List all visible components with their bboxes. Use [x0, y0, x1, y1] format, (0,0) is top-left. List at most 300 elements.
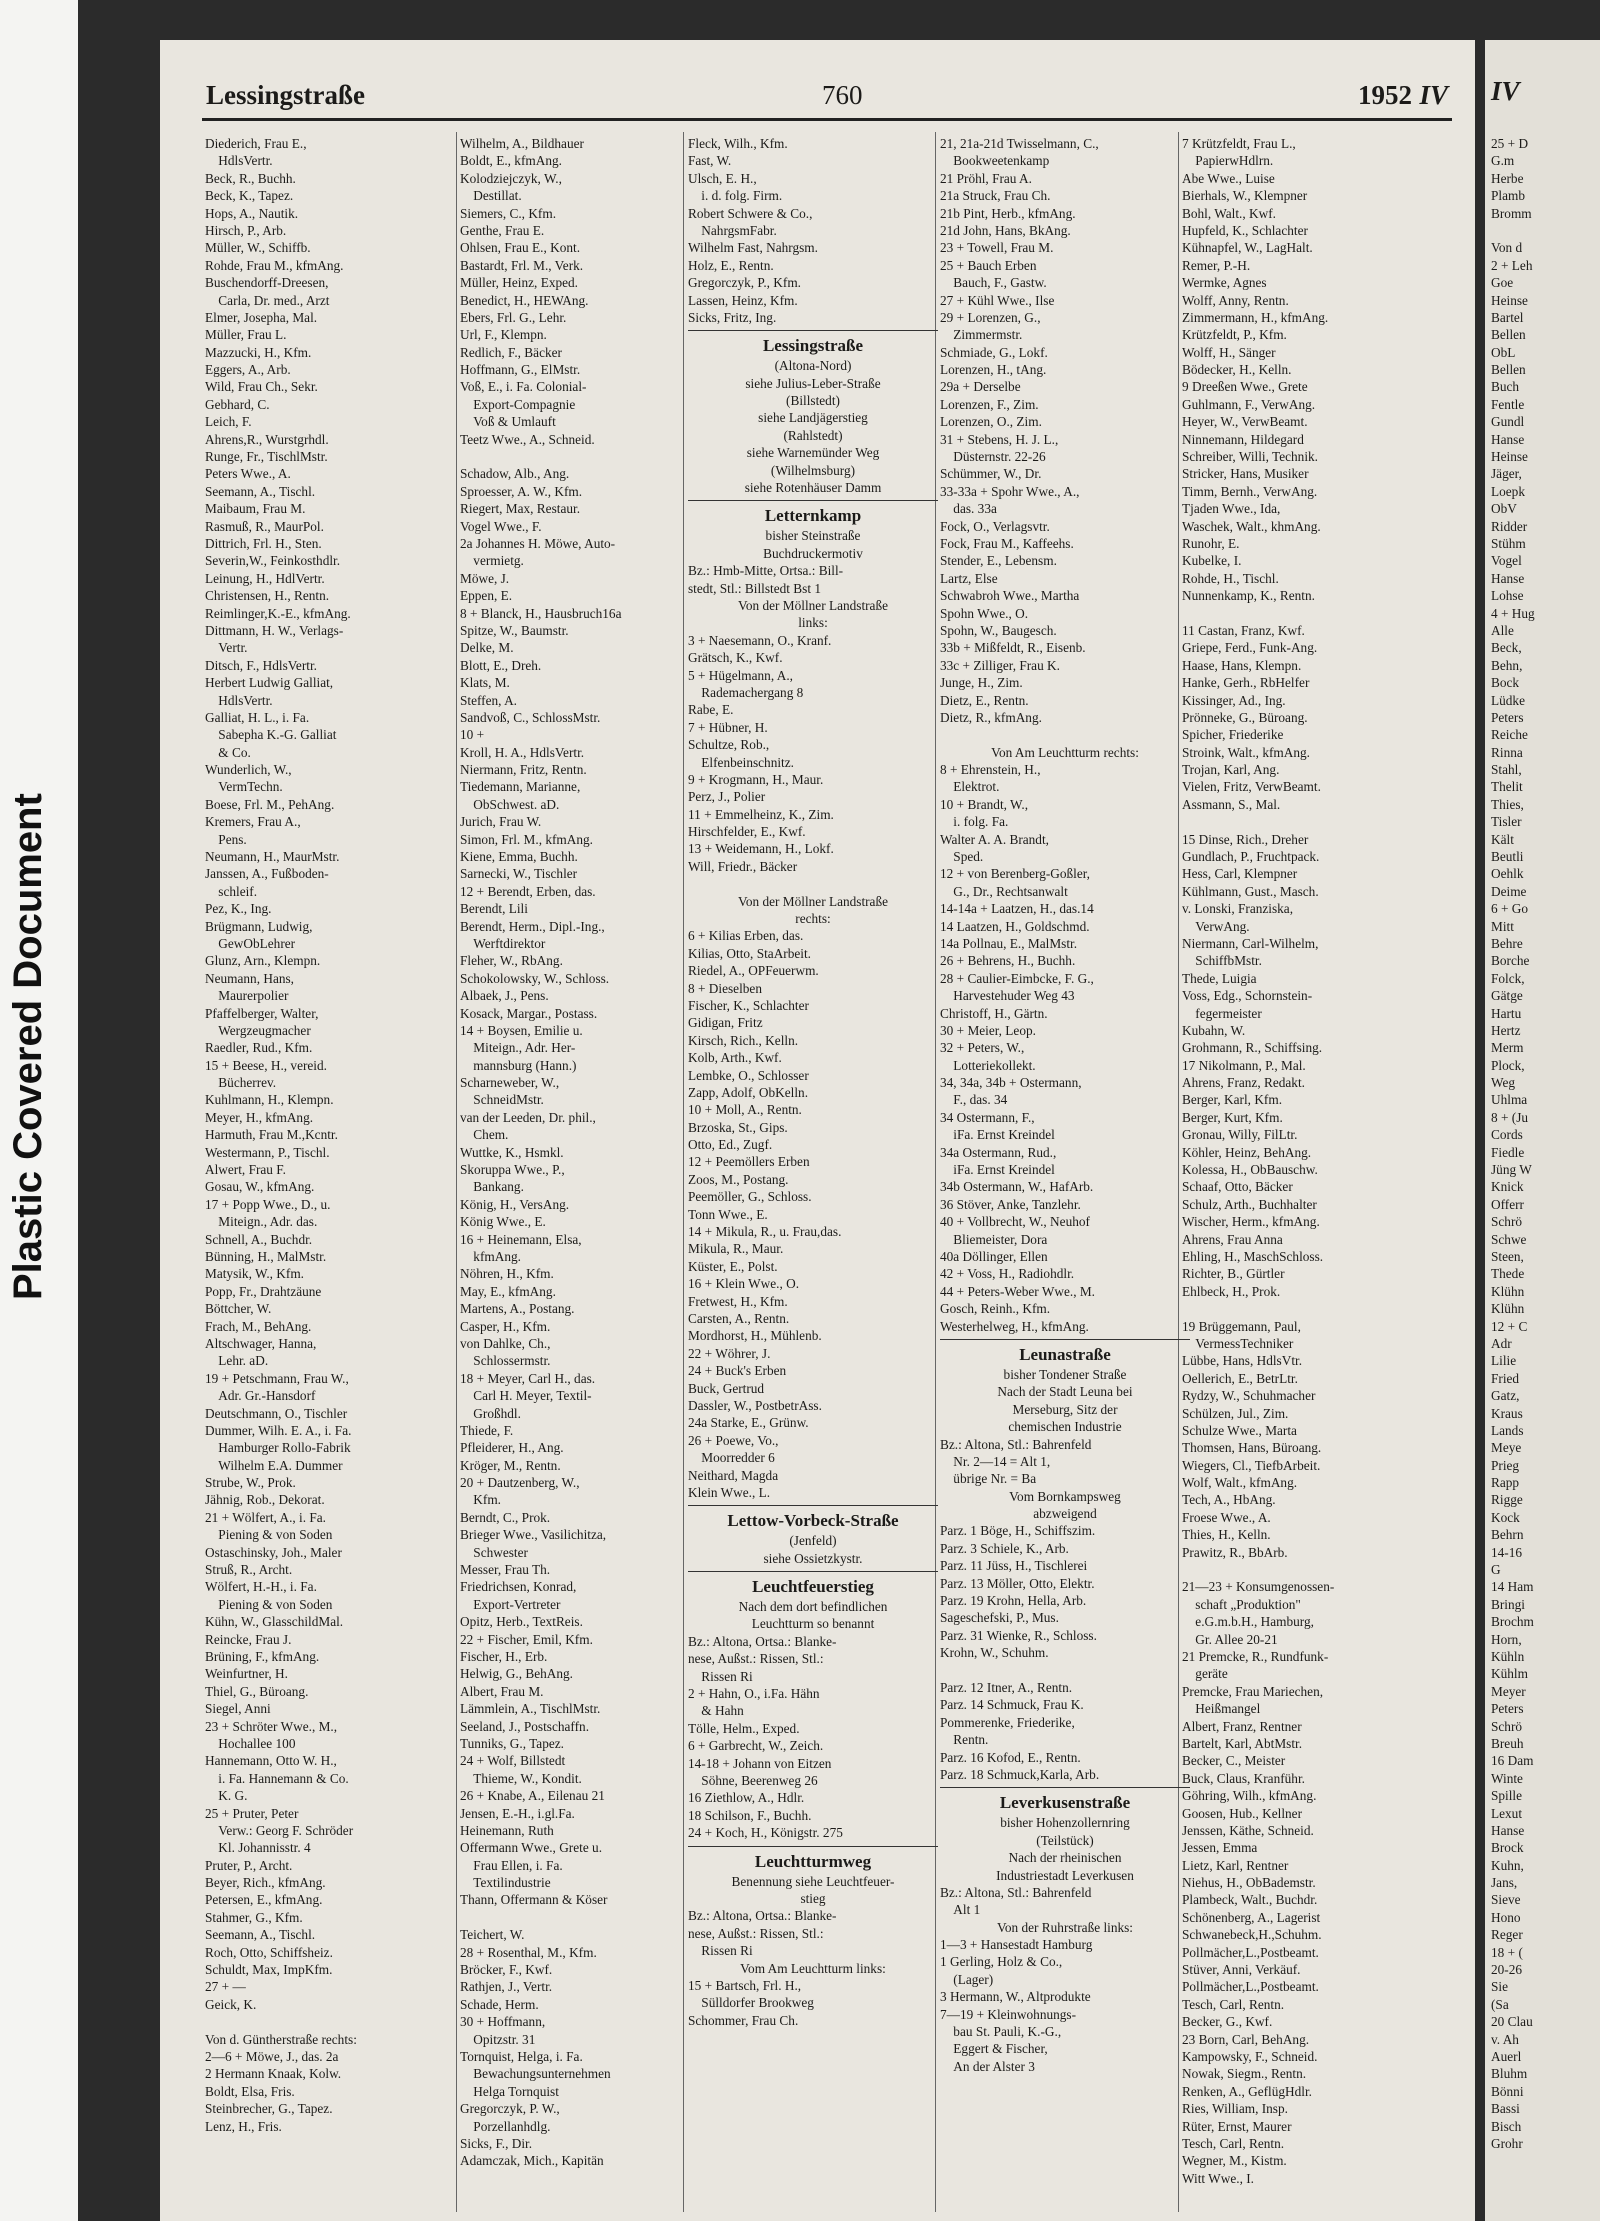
street-note: Vom Am Leuchtturm links: — [740, 1960, 886, 1976]
directory-entry: 14 Laatzen, H., Goldschmd. — [940, 918, 1090, 934]
directory-entry: Stüver, Anni, Verkäuf. — [1182, 1962, 1301, 1978]
street-note: Von der Ruhrstraße links: — [996, 1919, 1134, 1935]
street-note: chemischen Industrie — [1008, 1419, 1122, 1435]
directory-column-2 — [460, 135, 700, 2170]
directory-entry: Thede, Luigia — [1182, 970, 1257, 986]
directory-entry: Wolf, Walt., kfmAng. — [1182, 1475, 1298, 1491]
directory-entry: Schreiber, Willi, Technik. — [1182, 449, 1318, 465]
directory-entry: Beck, R., Buchh. — [205, 170, 296, 186]
directory-entry: 24 + Koch, H., Königstr. 275 — [688, 1825, 843, 1841]
directory-entry: Müller, W., Schiffb. — [205, 240, 311, 256]
adjacent-entry: Merm — [1491, 1040, 1524, 1056]
adjacent-entry: v. Ah — [1491, 2031, 1519, 2047]
directory-entry: Simon, Frl. M., kfmAng. — [460, 831, 593, 847]
adjacent-entry: Bellen — [1491, 327, 1526, 343]
directory-entry: 2 Hermann Knaak, Kolw. — [205, 2066, 342, 2082]
directory-entry: Kolessa, H., ObBauschw. — [1182, 1162, 1318, 1178]
directory-entry: 10 + Brandt, W., — [940, 796, 1029, 812]
directory-entry: Westermann, P., Tischl. — [205, 1144, 330, 1160]
edition-year: 1952 — [1358, 80, 1412, 110]
directory-entry: Rissen Ri — [688, 1668, 753, 1684]
directory-entry: Boldt, Elsa, Fris. — [205, 2083, 295, 2099]
street-note: Nach der rheinischen — [1008, 1850, 1122, 1866]
adjacent-entry: Hertz — [1491, 1022, 1521, 1038]
directory-entry: Brüning, F., kfmAng. — [205, 1648, 320, 1664]
directory-entry: Lartz, Else — [940, 570, 998, 586]
directory-entry: Parz. 14 Schmuck, Frau K. — [940, 1697, 1084, 1713]
directory-entry: Helga Tornquist — [460, 2083, 559, 2099]
adjacent-entry: G.m — [1491, 153, 1515, 169]
directory-entry: Delke, M. — [460, 640, 514, 656]
directory-entry: Niehus, H., ObBademstr. — [1182, 1875, 1316, 1891]
directory-entry: Pfleiderer, H., Ang. — [460, 1440, 564, 1456]
adjacent-entry: Beutli — [1491, 849, 1524, 865]
directory-entry: Bz.: Altona, Ortsa.: Blanke- — [688, 1908, 837, 1924]
directory-entry: Schadow, Alb., Ang. — [460, 466, 570, 482]
directory-entry: Schlossermstr. — [460, 1353, 551, 1369]
directory-entry: Kühnapfel, W., LagHalt. — [1182, 240, 1313, 256]
directory-entry: 26 + Poewe, Vo., — [688, 1432, 779, 1448]
directory-entry: Fleck, Wilh., Kfm. — [688, 136, 788, 151]
directory-entry: Struß, R., Archt. — [205, 1562, 293, 1578]
directory-entry: Friedrichsen, Konrad, — [460, 1579, 577, 1595]
directory-entry: 6 + Garbrecht, W., Zeich. — [688, 1738, 824, 1754]
directory-entry — [460, 448, 700, 465]
directory-entry: Petersen, E., kfmAng. — [205, 1892, 323, 1908]
directory-entry: PapierwHdlrn. — [1182, 153, 1274, 169]
directory-entry: Wuttke, K., Hsmkl. — [460, 1144, 564, 1160]
directory-entry: Offermann Wwe., Grete u. — [460, 1840, 603, 1856]
adjacent-entry: Schwe — [1491, 1231, 1527, 1247]
directory-entry — [940, 726, 1190, 743]
directory-entry: Tjaden Wwe., Ida, — [1182, 501, 1281, 517]
directory-entry: Christoff, H., Gärtn. — [940, 1005, 1048, 1021]
directory-entry: Voß, E., i. Fa. Colonial- — [460, 379, 587, 395]
directory-entry: Schmiade, G., Lokf. — [940, 344, 1048, 360]
adjacent-entry: Goe — [1491, 275, 1514, 291]
directory-entry: Parz. 3 Schiele, K., Arb. — [940, 1540, 1069, 1556]
adjacent-entry: Brochm — [1491, 1614, 1534, 1630]
directory-entry: Böttcher, W. — [205, 1301, 272, 1317]
directory-entry: 21 + Wölfert, A., i. Fa. — [205, 1509, 327, 1525]
street-heading: Letternkamp — [688, 500, 938, 527]
directory-entry: F., das. 34 — [940, 1092, 1008, 1108]
adjacent-entry: Peters — [1491, 709, 1524, 725]
directory-entry: Thieme, W., Kondit. — [460, 1770, 582, 1786]
directory-entry: Spicher, Friederike — [1182, 727, 1284, 743]
directory-entry: Wilhelm, A., Bildhauer — [460, 136, 584, 151]
directory-entry: König, H., VersAng. — [460, 1196, 570, 1212]
directory-entry: Möwe, J. — [460, 570, 510, 586]
directory-entry: 22 + Fischer, Emil, Kfm. — [460, 1631, 593, 1647]
directory-entry: K. G. — [205, 1788, 248, 1804]
directory-entry: VermessTechniker — [1182, 1335, 1294, 1351]
directory-entry: Dietz, E., Rentn. — [940, 692, 1029, 708]
directory-entry: Sproesser, A. W., Kfm. — [460, 483, 583, 499]
directory-entry: Piening & von Soden — [205, 1596, 333, 1612]
directory-entry: 15 Dinse, Rich., Dreher — [1182, 831, 1309, 847]
street-heading: Lettow-Vorbeck-Straße — [688, 1505, 938, 1532]
directory-entry: Hanke, Gerh., RbHelfer — [1182, 675, 1310, 691]
adjacent-entry: 2 + Leh — [1491, 257, 1533, 273]
adjacent-entry: Gatz, — [1491, 1388, 1520, 1404]
directory-entry: Vielen, Fritz, VerwBeamt. — [1182, 779, 1321, 795]
directory-entry: Thomsen, Hans, Büroang. — [1182, 1440, 1322, 1456]
directory-entry: Spohn Wwe., O. — [940, 605, 1029, 621]
adjacent-entry: Breuh — [1491, 1735, 1524, 1751]
directory-entry: iFa. Ernst Kreindel — [940, 1127, 1055, 1143]
directory-entry: HdlsVertr. — [205, 153, 273, 169]
directory-entry: Berendt, Lili — [460, 901, 528, 917]
directory-entry: kfmAng. — [460, 1249, 521, 1264]
directory-entry: von Dahlke, Ch., — [460, 1335, 551, 1351]
directory-entry: HdlsVertr. — [205, 692, 273, 708]
directory-entry: Dassler, W., PostbetrAss. — [688, 1397, 822, 1413]
adjacent-entry: Reiche — [1491, 727, 1528, 743]
directory-entry: Buck, Claus, Kranführ. — [1182, 1770, 1305, 1786]
street-note: (Jenfeld) — [789, 1533, 837, 1549]
directory-entry: 19 Brüggemann, Paul, — [1182, 1318, 1301, 1334]
directory-entry: Bödecker, H., Kelln. — [1182, 362, 1292, 378]
directory-entry: 14 + Boysen, Emilie u. — [460, 1022, 583, 1038]
directory-entry: Reincke, Frau J. — [205, 1631, 292, 1647]
directory-entry — [940, 1662, 1190, 1679]
directory-entry: Deutschmann, O., Tischler — [205, 1405, 348, 1421]
directory-entry: 9 Dreeßen Wwe., Grete — [1182, 379, 1308, 395]
directory-entry: mannsburg (Hann.) — [460, 1057, 577, 1073]
directory-entry: Nöhren, H., Kfm. — [460, 1266, 554, 1282]
directory-entry: Pez, K., Ing. — [205, 901, 272, 917]
directory-entry: Gregorczyk, P. W., — [460, 2101, 560, 2117]
adjacent-entry: Kühln — [1491, 1648, 1525, 1664]
directory-entry: Stahmer, G., Kfm. — [205, 1909, 303, 1925]
adjacent-entry: Fentle — [1491, 396, 1525, 412]
street-note: Von der Möllner Landstraße — [737, 893, 889, 909]
adjacent-entry: Lilie — [1491, 1353, 1517, 1369]
directory-entry: Elektrot. — [940, 779, 1000, 795]
directory-entry: 21a Struck, Frau Ch. — [940, 188, 1051, 204]
directory-entry: schleif. — [205, 883, 258, 899]
directory-entry: Mikula, R., Maur. — [688, 1241, 784, 1257]
street-note: siehe Warnemünder Weg — [746, 445, 880, 461]
street-note: bisher Tondener Straße — [1003, 1366, 1127, 1382]
directory-entry: 14 + Mikula, R., u. Frau,das. — [688, 1224, 842, 1240]
directory-entry: & Hahn — [688, 1703, 744, 1719]
directory-entry: Niermann, Fritz, Rentn. — [460, 762, 587, 778]
directory-entry: Holz, E., Rentn. — [688, 257, 774, 273]
directory-entry: Bücherrev. — [205, 1075, 277, 1091]
directory-entry: Kissinger, Ad., Ing. — [1182, 692, 1286, 708]
directory-entry: Fock, O., Verlagsvtr. — [940, 518, 1050, 534]
directory-entry: Voss, Edg., Schornstein- — [1182, 988, 1313, 1004]
directory-entry: Waschek, Walt., khmAng. — [1182, 518, 1321, 534]
directory-entry: Thies, H., Kelln. — [1182, 1527, 1271, 1543]
directory-entry: v. Lonski, Franziska, — [1182, 901, 1294, 917]
street-note: (Wilhelmsburg) — [770, 462, 856, 478]
directory-entry: Ebers, Frl. G., Lehr. — [460, 309, 567, 325]
directory-entry: Spohn, W., Baugesch. — [940, 622, 1057, 638]
directory-entry: Jenssen, Käthe, Schneid. — [1182, 1822, 1314, 1838]
directory-entry: 7 + Hübner, H. — [688, 719, 768, 735]
directory-entry: Schwabroh Wwe., Martha — [940, 588, 1080, 604]
directory-entry: Tesch, Carl, Rentn. — [1182, 1996, 1285, 2012]
directory-entry: Albert, Frau M. — [460, 1683, 544, 1699]
directory-entry: Kl. Johannisstr. 4 — [205, 1840, 311, 1856]
directory-entry: 40a Döllinger, Ellen — [940, 1249, 1048, 1264]
directory-entry: Kolb, Arth., Kwf. — [688, 1050, 782, 1066]
directory-entry: Kremers, Frau A., — [205, 814, 301, 830]
adjacent-entry: Tisler — [1491, 814, 1522, 830]
directory-entry: 34b Ostermann, W., HafArb. — [940, 1179, 1094, 1195]
directory-entry: Boese, Frl. M., PehAng. — [205, 796, 335, 812]
directory-entry: Plambeck, Walt., Buchdr. — [1182, 1892, 1318, 1908]
directory-entry: 8 + Ehrenstein, H., — [940, 762, 1041, 778]
street-note: Industriestadt Leverkusen — [996, 1867, 1134, 1883]
directory-entry: Klats, M. — [460, 675, 510, 691]
adjacent-entry: Von d — [1491, 240, 1523, 256]
adjacent-entry: Bönni — [1491, 2083, 1524, 2099]
directory-entry: Sabepha K.-G. Galliat — [205, 727, 337, 743]
directory-entry: Grätsch, K., Kwf. — [688, 650, 783, 666]
directory-entry: Kirsch, Rich., Kelln. — [688, 1032, 799, 1048]
directory-entry: Thiede, F. — [460, 1422, 514, 1438]
directory-entry: Tiedemann, Marianne, — [460, 779, 581, 795]
directory-entry: Ahrens, Frau Anna — [1182, 1231, 1283, 1247]
directory-entry: Zimmermann, H., kfmAng. — [1182, 309, 1329, 325]
directory-entry: Mazzucki, H., Kfm. — [205, 344, 312, 360]
directory-entry: 33-33a + Spohr Wwe., A., — [940, 483, 1080, 499]
adjacent-entry: Horn, — [1491, 1631, 1522, 1647]
directory-entry: Timm, Bernh., VerwAng. — [1182, 483, 1318, 499]
directory-entry: Eppen, E. — [460, 588, 513, 604]
directory-entry: Ninnemann, Hildegard — [1182, 431, 1304, 447]
directory-entry: Weinfurtner, H. — [205, 1666, 288, 1682]
directory-entry: Richter, B., Gürtler — [1182, 1266, 1285, 1282]
directory-entry: Neithard, Magda — [688, 1467, 779, 1483]
adjacent-entry: Gundl — [1491, 414, 1525, 430]
directory-entry: Thiel, G., Büroang. — [205, 1683, 309, 1699]
adjacent-entry: Klühn — [1491, 1283, 1525, 1299]
directory-entry: 29a + Derselbe — [940, 379, 1021, 395]
directory-entry: Schwester — [460, 1544, 528, 1560]
directory-entry: Verw.: Georg F. Schröder — [205, 1822, 354, 1838]
directory-entry: Premcke, Frau Mariechen, — [1182, 1683, 1324, 1699]
directory-entry: Steffen, A. — [460, 692, 517, 708]
directory-entry: Mordhorst, H., Mühlenb. — [688, 1328, 822, 1344]
directory-entry: 30 + Meier, Leop. — [940, 1022, 1036, 1038]
street-note: stieg — [800, 1890, 826, 1906]
adjacent-entry: 6 + Go — [1491, 901, 1529, 917]
directory-entry: Nr. 2—14 = Alt 1, — [940, 1453, 1051, 1469]
directory-entry: Großhdl. — [460, 1405, 521, 1421]
directory-entry: Schaaf, Otto, Bäcker — [1182, 1179, 1293, 1195]
directory-entry: Herbert Ludwig Galliat, — [205, 675, 334, 691]
directory-entry: 17 + Popp Wwe., D., u. — [205, 1196, 331, 1212]
directory-entry: Elmer, Josepha, Mal. — [205, 309, 318, 325]
directory-entry: 40 + Vollbrecht, W., Neuhof — [940, 1214, 1090, 1230]
directory-entry: Piening & von Soden — [205, 1527, 333, 1543]
adjacent-entry: Rinna — [1491, 744, 1523, 760]
directory-entry: Sped. — [940, 849, 984, 865]
directory-entry: Ulsch, E. H., — [688, 170, 757, 186]
adjacent-entry: Kraus — [1491, 1405, 1523, 1421]
directory-entry: GewObLehrer — [205, 935, 296, 951]
street-heading: Leuchtfeuerstieg — [688, 1571, 938, 1598]
street-note: bisher Hohenzollernring — [1000, 1815, 1130, 1831]
directory-entry: Zapp, Adolf, ObKelln. — [688, 1084, 809, 1100]
adjacent-entry: Adr — [1491, 1335, 1512, 1351]
adjacent-entry: Reger — [1491, 1927, 1523, 1943]
directory-entry: Opitzstr. 31 — [460, 2031, 536, 2047]
directory-entry: Christensen, H., Rentn. — [205, 588, 330, 604]
directory-entry: 2a Johannes H. Möwe, Auto- — [460, 535, 616, 551]
directory-entry: Leich, F. — [205, 414, 252, 430]
directory-entry: e.G.m.b.H., Hamburg, — [1182, 1614, 1314, 1630]
directory-entry: Hupfeld, K., Schlachter — [1182, 222, 1308, 238]
directory-entry: Bartelt, Karl, AbtMstr. — [1182, 1735, 1303, 1751]
street-note: (Altona-Nord) — [774, 358, 852, 374]
directory-entry: Lehr. aD. — [205, 1353, 269, 1369]
directory-entry: Fast, W. — [688, 153, 732, 169]
directory-entry: nese, Außst.: Rissen, Stl.: — [688, 1925, 824, 1941]
directory-entry: Wischer, Herm., kfmAng. — [1182, 1214, 1320, 1230]
directory-entry: Albert, Franz, Rentner — [1182, 1718, 1302, 1734]
directory-entry: Carla, Dr. med., Arzt — [205, 292, 330, 308]
directory-entry: Prawitz, R., BbArb. — [1182, 1544, 1288, 1560]
directory-entry: König Wwe., E. — [460, 1214, 546, 1230]
directory-entry: Schultze, Rob., — [688, 737, 770, 753]
adjacent-entry: Peters — [1491, 1701, 1524, 1717]
directory-entry: Rissen Ri — [688, 1943, 753, 1959]
directory-entry: Kubahn, W. — [1182, 1022, 1246, 1038]
directory-entry: 32 + Peters, W., — [940, 1040, 1025, 1056]
directory-entry: Bz.: Altona, Stl.: Bahrenfeld — [940, 1436, 1092, 1452]
directory-entry: Nunnenkamp, K., Rentn. — [1182, 588, 1315, 604]
directory-entry: Beck, K., Tapez. — [205, 188, 294, 204]
directory-entry: 42 + Voss, H., Radiohdlr. — [940, 1266, 1075, 1282]
directory-entry: 14a Pollnau, E., MalMstr. — [940, 935, 1078, 951]
directory-entry: Parz. 13 Möller, Otto, Elektr. — [940, 1575, 1095, 1591]
directory-entry: Parz. 12 Itner, A., Rentn. — [940, 1679, 1073, 1695]
adjacent-entry: Knick — [1491, 1179, 1524, 1195]
directory-entry — [460, 1909, 700, 1926]
adjacent-entry: Cords — [1491, 1127, 1523, 1143]
directory-entry: Bookweetenkamp — [940, 153, 1050, 169]
adjacent-entry: Bringi — [1491, 1596, 1525, 1612]
adjacent-entry: Lüdke — [1491, 692, 1525, 708]
directory-entry: Hannemann, Otto W. H., — [205, 1753, 337, 1769]
directory-entry: Raedler, Rud., Kfm. — [205, 1040, 313, 1056]
directory-entry: Kampowsky, F., Schneid. — [1182, 2048, 1318, 2064]
plastic-covered-document-label: Plastic Covered Document — [6, 793, 50, 1300]
adjacent-entry: Ridder — [1491, 518, 1528, 534]
directory-entry: Sandvoß, C., SchlossMstr. — [460, 709, 601, 725]
street-note: Von der Möllner Landstraße — [737, 597, 889, 613]
directory-entry: van der Leeden, Dr. phil., — [460, 1109, 596, 1125]
page-header — [202, 78, 1452, 121]
street-note: (Teilstück) — [1036, 1832, 1094, 1848]
directory-entry: vermietg. — [460, 553, 524, 569]
directory-entry: i. Fa. Hannemann & Co. — [205, 1770, 349, 1786]
directory-entry: Galliat, H. L., i. Fa. — [205, 709, 310, 725]
adjacent-entry: 16 Dam — [1491, 1753, 1534, 1769]
directory-entry: Bauch, F., Gastw. — [940, 275, 1047, 291]
directory-entry: 27 + Kühl Wwe., Ilse — [940, 292, 1055, 308]
adjacent-entry: Behre — [1491, 935, 1523, 951]
directory-entry: Neumann, H., MaurMstr. — [205, 849, 340, 865]
street-heading: Leverkusenstraße — [940, 1787, 1190, 1814]
directory-entry: Kiene, Emma, Buchh. — [460, 849, 578, 865]
directory-entry: Köhler, Heinz, BehAng. — [1182, 1144, 1312, 1160]
directory-entry: (Lager) — [940, 1971, 994, 1987]
directory-entry: Alwert, Frau F. — [205, 1162, 286, 1178]
directory-entry: Pommerenke, Friederike, — [940, 1714, 1075, 1730]
directory-entry: Pfaffelberger, Walter, — [205, 1005, 319, 1021]
directory-entry: 25 + Pruter, Peter — [205, 1805, 299, 1821]
directory-entry: 33b + Mißfeldt, R., Eisenb. — [940, 640, 1086, 656]
directory-entry: Hirsch, P., Arb. — [205, 222, 287, 238]
directory-entry: Otto, Ed., Zugf. — [688, 1137, 773, 1153]
directory-entry: Lembke, O., Schlosser — [688, 1067, 809, 1083]
directory-entry: Wilhelm E.A. Dummer — [205, 1457, 343, 1473]
directory-entry: 3 Hermann, W., Altprodukte — [940, 1989, 1091, 2005]
adjacent-entry: Deime — [1491, 883, 1527, 899]
directory-entry: 17 Nikolmann, P., Mal. — [1182, 1057, 1306, 1073]
directory-entry: Robert Schwere & Co., — [688, 205, 813, 221]
directory-entry: Dittrich, Frl. H., Sten. — [205, 535, 322, 551]
directory-entry: Spitze, W., Baumstr. — [460, 622, 569, 638]
adjacent-entry — [1491, 222, 1600, 239]
directory-entry: 20 + Dautzenberg, W., — [460, 1475, 580, 1491]
directory-entry: Roch, Otto, Schiffsheiz. — [205, 1944, 333, 1960]
directory-entry: Gosau, W., kfmAng. — [205, 1179, 315, 1195]
directory-entry: 21—23 + Konsumgenossen- — [1182, 1579, 1335, 1595]
adjacent-entry: Loepk — [1491, 483, 1525, 499]
directory-entry: 31 + Stebens, H. J. L., — [940, 431, 1059, 447]
directory-entry: Hess, Carl, Klempner — [1182, 866, 1298, 882]
directory-entry: Hochallee 100 — [205, 1735, 296, 1751]
directory-entry: Adamczak, Mich., Kapitän — [460, 2153, 604, 2169]
directory-entry: 36 Stöver, Anke, Tanzlehr. — [940, 1196, 1081, 1212]
adjacent-entry: Oehlk — [1491, 866, 1524, 882]
directory-entry: Rademachergang 8 — [688, 684, 804, 700]
street-note: Vom Bornkampsweg — [1009, 1488, 1121, 1504]
directory-entry: Rentn. — [940, 1732, 989, 1748]
directory-entry: Tölle, Helm., Exped. — [688, 1720, 800, 1736]
directory-entry: 30 + Hoffmann, — [460, 2014, 546, 2030]
directory-entry: Kuhlmann, H., Klempn. — [205, 1092, 334, 1108]
directory-entry: Krützfeldt, P., Kfm. — [1182, 327, 1287, 343]
directory-entry: 44 + Peters-Weber Wwe., M. — [940, 1283, 1095, 1299]
directory-entry: Janssen, A., Fußboden- — [205, 866, 329, 882]
adjacent-entry: Lands — [1491, 1422, 1524, 1438]
directory-entry: Abe Wwe., Luise — [1182, 170, 1275, 186]
directory-entry: 23 + Towell, Frau M. — [940, 240, 1054, 256]
directory-entry: Tornquist, Helga, i. Fa. — [460, 2048, 583, 2064]
directory-entry — [688, 875, 938, 892]
directory-entry: Runge, Fr., TischlMstr. — [205, 449, 328, 465]
directory-entry: Stender, E., Lebensm. — [940, 553, 1057, 569]
adjacent-entry: Buch — [1491, 379, 1520, 395]
directory-entry: Fleher, W., RbAng. — [460, 953, 563, 969]
directory-entry: Runohr, E. — [1182, 535, 1240, 551]
directory-entry: 28 + Caulier-Eimbcke, F. G., — [940, 970, 1094, 986]
directory-entry — [1182, 1561, 1452, 1578]
directory-entry: schaft „Produktion" — [1182, 1596, 1301, 1612]
directory-entry: Schülzen, Jul., Zim. — [1182, 1405, 1289, 1421]
directory-entry: Düsternstr. 22-26 — [940, 449, 1046, 465]
directory-entry: VermTechn. — [205, 779, 283, 795]
